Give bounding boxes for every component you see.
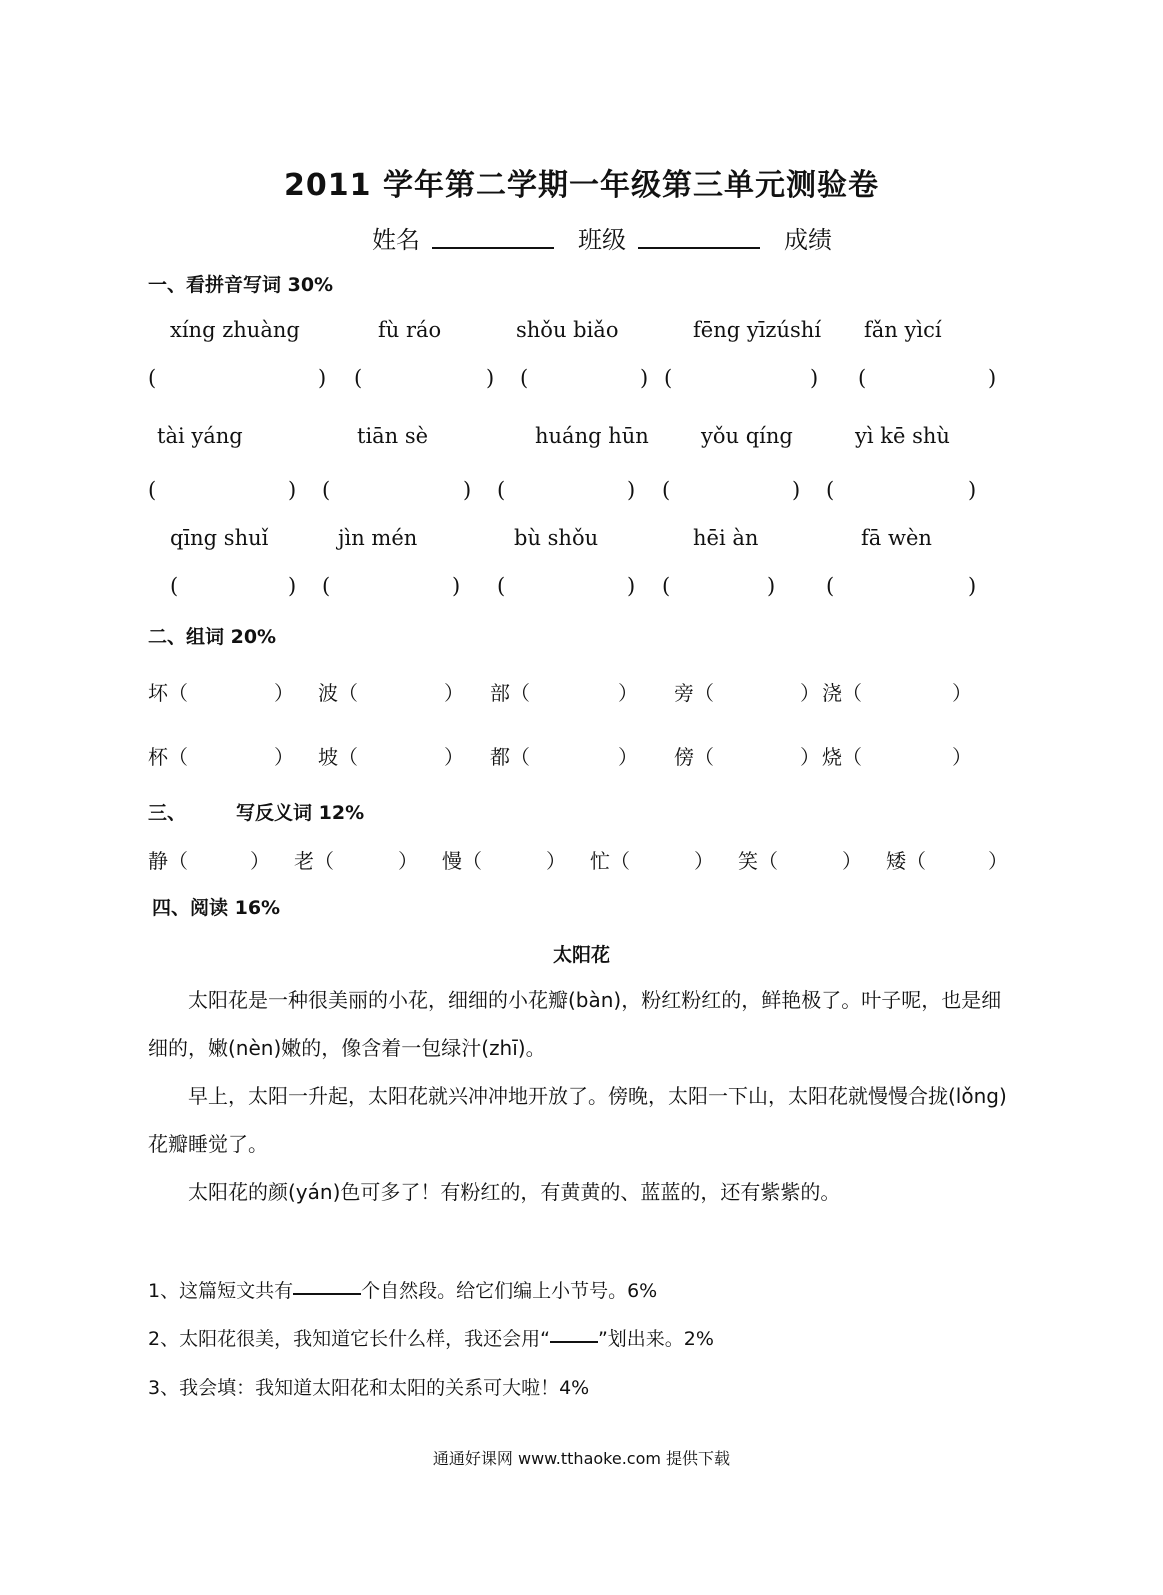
word-char: 旁（	[674, 681, 714, 705]
answer-paren-open: (	[662, 478, 671, 502]
answer-paren-close: )	[810, 366, 819, 390]
question-text: 3、我会填：我知道太阳花和太阳的关系可大啦！4%	[148, 1377, 590, 1399]
question-text: ”划出来。2%	[597, 1328, 714, 1350]
section3-heading	[148, 798, 364, 825]
answer-paren-open: (	[497, 478, 506, 502]
passage-title: 太阳花	[552, 944, 610, 966]
answer-paren-close: )	[486, 366, 495, 390]
answer-paren-open: (	[858, 366, 867, 390]
answer-blank[interactable]	[293, 1292, 361, 1295]
answer-paren-close: )	[288, 574, 297, 598]
pinyin-item: fā wèn	[861, 526, 932, 550]
answer-paren-close: )	[288, 478, 297, 502]
answer-paren-close: )	[767, 574, 776, 598]
word-char: 部（	[490, 681, 530, 705]
paren-close: ）	[398, 849, 418, 873]
answer-paren-open: (	[520, 366, 529, 390]
section3-number: 三、	[148, 802, 187, 824]
paren-close: ）	[952, 681, 972, 705]
answer-paren-close: )	[318, 366, 327, 390]
answer-paren-close: )	[452, 574, 461, 598]
answer-paren-open: (	[826, 574, 835, 598]
name-label: 姓名	[372, 226, 420, 254]
answer-paren-close: )	[792, 478, 801, 502]
answer-paren-open: (	[826, 478, 835, 502]
answer-paren-close: )	[463, 478, 472, 502]
score-label: 成绩	[784, 226, 832, 254]
paren-close: ）	[274, 745, 294, 769]
paren-close: ）	[694, 849, 714, 873]
passage-paragraph: 太阳花的颜(yán)色可多了！有粉红的，有黄黄的、蓝蓝的，还有紫紫的。	[188, 1180, 841, 1204]
paren-close: ）	[546, 849, 566, 873]
paren-close: ）	[618, 745, 638, 769]
pinyin-item: shǒu biǎo	[516, 318, 619, 342]
answer-paren-open: (	[662, 574, 671, 598]
word-char: 烧（	[822, 745, 862, 769]
answer-paren-close: )	[968, 574, 977, 598]
paren-close: ）	[800, 745, 820, 769]
antonym-char: 静（	[148, 849, 188, 873]
paren-close: ）	[800, 681, 820, 705]
answer-paren-open: (	[322, 478, 331, 502]
paren-close: ）	[988, 849, 1008, 873]
pinyin-item: yǒu qíng	[701, 424, 793, 448]
pinyin-item: qīng shuǐ	[170, 526, 269, 550]
answer-paren-open: (	[664, 366, 673, 390]
antonym-char: 矮（	[886, 849, 926, 873]
pinyin-item: tài yáng	[157, 424, 243, 448]
question-1	[148, 1276, 657, 1303]
word-char: 都（	[490, 745, 530, 769]
pinyin-item: fǎn yìcí	[864, 318, 942, 342]
answer-paren-close: )	[988, 366, 997, 390]
answer-paren-open: (	[170, 574, 179, 598]
section4-heading: 四、阅读 16%	[152, 897, 281, 919]
section3-title: 写反义词 12%	[236, 802, 365, 824]
question-text: 个自然段。给它们编上小节号。6%	[361, 1280, 658, 1302]
answer-paren-close: )	[627, 478, 636, 502]
answer-paren-open: (	[354, 366, 363, 390]
pinyin-item: fù ráo	[378, 318, 442, 342]
paren-close: ）	[618, 681, 638, 705]
class-label: 班级	[578, 226, 626, 254]
paren-close: ）	[842, 849, 862, 873]
pinyin-item: tiān sè	[357, 424, 429, 448]
answer-paren-close: )	[627, 574, 636, 598]
word-char: 波（	[318, 681, 358, 705]
question-text: 2、太阳花很美，我知道它长什么样，我还会用“	[148, 1328, 550, 1350]
antonym-char: 慢（	[442, 849, 482, 873]
word-char: 傍（	[674, 745, 714, 769]
question-text: 1、这篇短文共有	[148, 1280, 294, 1302]
pinyin-item: yì kē shù	[855, 424, 950, 448]
pinyin-item: jìn mén	[338, 526, 418, 550]
name-blank[interactable]	[432, 245, 554, 249]
page-footer: 通通好课网 www.tthaoke.com 提供下载	[432, 1449, 731, 1468]
passage-paragraph: 早上，太阳一升起，太阳花就兴冲冲地开放了。傍晚，太阳一下山，太阳花就慢慢合拢(lǒng)花瓣睡觉了。	[148, 1084, 1007, 1156]
paren-close: ）	[444, 681, 464, 705]
passage-paragraph: 太阳花是一种很美丽的小花，细细的小花瓣(bàn)，粉红粉红的，鲜艳极了。叶子呢，也是细细的，嫩(nèn)嫩的，像含着一包绿汁(zhī)。	[148, 988, 1002, 1060]
student-info-line	[372, 220, 832, 255]
answer-paren-close: )	[640, 366, 649, 390]
pinyin-item: huáng hūn	[535, 424, 649, 448]
paren-close: ）	[274, 681, 294, 705]
answer-paren-open: (	[148, 366, 157, 390]
antonym-char: 老（	[294, 849, 334, 873]
pinyin-item: hēi àn	[693, 526, 759, 550]
answer-paren-open: (	[148, 478, 157, 502]
answer-blank[interactable]	[550, 1340, 598, 1343]
paren-close: ）	[444, 745, 464, 769]
section1-heading: 一、看拼音写词 30%	[148, 274, 334, 296]
pinyin-item: xíng zhuàng	[170, 318, 300, 342]
question-3	[148, 1373, 589, 1400]
class-blank[interactable]	[638, 245, 760, 249]
section2-heading: 二、组词 20%	[148, 626, 277, 648]
word-char: 杯（	[148, 745, 188, 769]
answer-paren-open: (	[322, 574, 331, 598]
antonym-char: 忙（	[590, 849, 630, 873]
pinyin-item: fēng yīzúshí	[693, 318, 822, 342]
word-char: 坏（	[148, 681, 188, 705]
pinyin-item: bù shǒu	[514, 526, 599, 550]
antonym-char: 笑（	[738, 849, 778, 873]
question-2	[148, 1324, 714, 1351]
answer-paren-open: (	[497, 574, 506, 598]
word-char: 坡（	[318, 745, 358, 769]
word-char: 浇（	[822, 681, 862, 705]
exam-title: 2011 学年第二学期一年级第三单元测验卷	[284, 168, 879, 203]
paren-close: ）	[952, 745, 972, 769]
answer-paren-close: )	[968, 478, 977, 502]
paren-close: ）	[250, 849, 270, 873]
